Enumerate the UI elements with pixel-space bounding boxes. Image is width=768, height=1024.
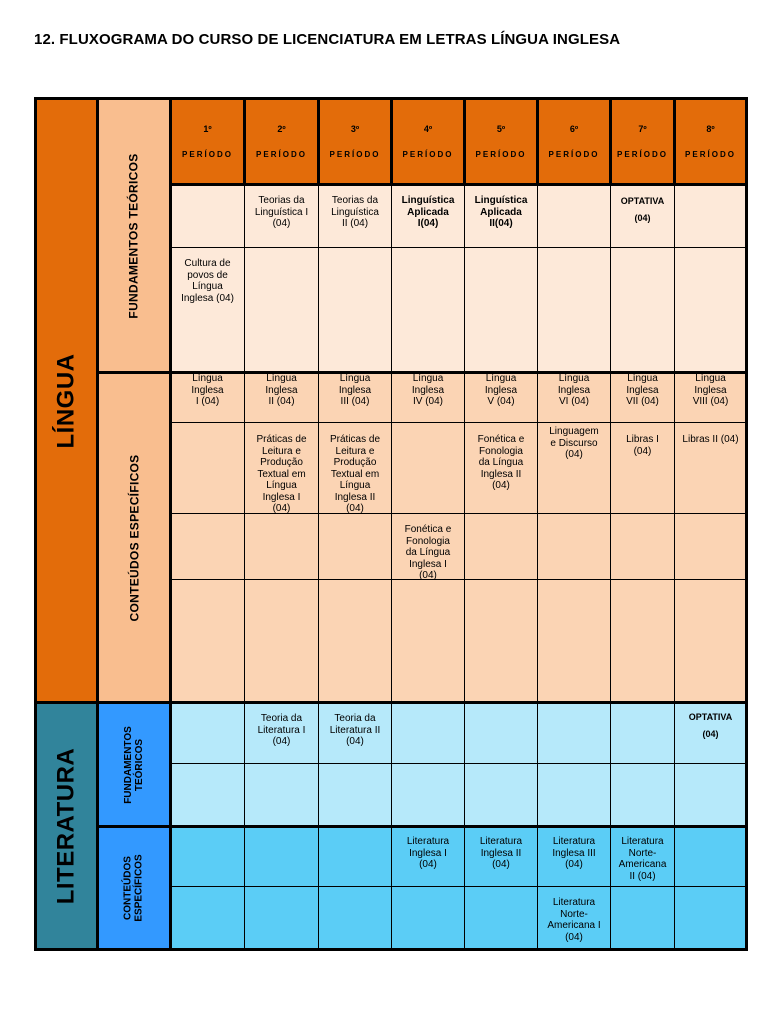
course-teoria-literatura-1: Teoria da Literatura I (04) (257, 713, 306, 747)
course-literatura-norte-americana-2: Literatura Norte- Americana II (04) (618, 836, 667, 882)
period-header-7: 7º PERÍODO (612, 100, 673, 183)
course-teorias-linguistica-2: Teorias da Linguística II (04) (331, 195, 379, 229)
period-header-3: 3º PERÍODO (320, 100, 390, 183)
course-libras-1: Libras I (04) (626, 434, 659, 457)
course-lingua-inglesa-8: Língua Inglesa VIII (04) (692, 373, 729, 407)
course-cultura-povos: Cultura de povos de Língua Inglesa (04) (181, 258, 234, 304)
course-lingua-inglesa-5: Língua Inglesa V (04) (484, 373, 518, 407)
row-divider (172, 886, 745, 887)
subarea-literatura-conteudos: CONTEÚDOS ESPECÍFICOS (99, 828, 169, 948)
course-libras-2: Libras II (04) (682, 434, 739, 445)
area-literatura: LITERATURA (37, 704, 96, 948)
course-literatura-inglesa-2: Literatura Inglesa II (04) (479, 836, 523, 870)
area-lingua: LÍNGUA (37, 100, 96, 701)
course-lingua-inglesa-2: Língua Inglesa II (04) (265, 373, 298, 407)
course-literatura-norte-americana-1: Literatura Norte- Americana I (04) (547, 897, 601, 943)
course-literatura-inglesa-3: Literatura Inglesa III (04) (552, 836, 596, 870)
period-header-6: 6º PERÍODO (539, 100, 609, 183)
col-divider (244, 186, 245, 948)
course-teorias-linguistica-1: Teorias da Linguística I (04) (254, 195, 309, 229)
col-divider (318, 186, 319, 948)
col-divider (674, 186, 675, 948)
course-lingua-inglesa-1: Língua Inglesa I (04) (191, 373, 224, 407)
course-praticas-leitura-1: Práticas de Leitura e Produção Textual em Língua Inglesa I (04) (256, 434, 307, 514)
period-header-1: 1º PERÍODO (172, 100, 243, 183)
course-lingua-inglesa-4: Língua Inglesa IV (04) (411, 373, 445, 407)
course-linguistica-aplicada-2: Linguística Aplicada II(04) (474, 195, 528, 229)
row-divider (172, 763, 745, 764)
course-praticas-leitura-2: Práticas de Leitura e Produção Textual em Língua Inglesa II (04) (329, 434, 381, 514)
course-lingua-inglesa-7: Língua Inglesa VII (04) (626, 373, 659, 407)
course-linguistica-aplicada-1: Linguística Aplicada I(04) (401, 195, 455, 229)
flowchart-table (34, 97, 748, 951)
course-fonetica-2: Fonética e Fonologia da Língua Inglesa II (04) (477, 434, 525, 491)
page-title: 12. FLUXOGRAMA DO CURSO DE LICENCIATURA EM LETRAS LÍNGUA INGLESA (34, 31, 621, 48)
row-divider (172, 422, 745, 423)
period-header-2: 2º PERÍODO (246, 100, 317, 183)
subarea-lingua-conteudos: CONTEÚDOS ESPECÍFICOS (99, 374, 169, 701)
col-divider (610, 186, 611, 948)
course-fonetica-1: Fonética e Fonologia da Língua Inglesa I (04) (404, 524, 452, 581)
col-divider (464, 186, 465, 948)
course-lingua-inglesa-6: Língua Inglesa VI (04) (557, 373, 591, 407)
course-linguagem-discurso: Linguagem e Discurso (04) (549, 426, 599, 460)
subarea-literatura-fundamentos: FUNDAMENTOS TEÓRICOS (99, 704, 169, 825)
period-header-8: 8º PERÍODO (676, 100, 745, 183)
subarea-lingua-fundamentos: FUNDAMENTOS TEÓRICOS (99, 100, 169, 371)
course-optativa-lingua: OPTATIVA (04) (620, 196, 665, 223)
col-divider (391, 186, 392, 948)
course-teoria-literatura-2: Teoria da Literatura II (04) (329, 713, 381, 747)
course-literatura-inglesa-1: Literatura Inglesa I (04) (406, 836, 450, 870)
row-divider (172, 247, 745, 248)
period-header-4: 4º PERÍODO (393, 100, 463, 183)
course-optativa-literatura: OPTATIVA (04) (688, 712, 733, 739)
col-divider (537, 186, 538, 948)
course-lingua-inglesa-3: Língua Inglesa III (04) (338, 373, 372, 407)
period-header-5: 5º PERÍODO (466, 100, 536, 183)
